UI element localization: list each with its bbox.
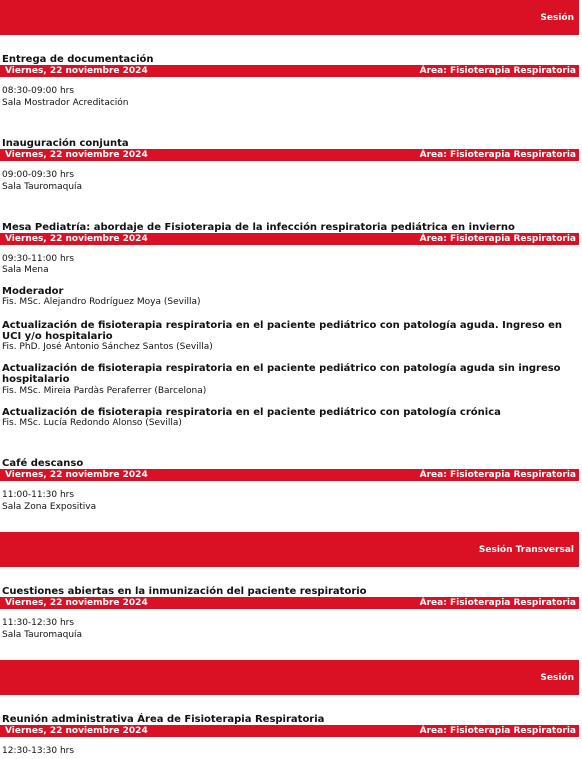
event-room: Sala Mostrador Acreditación bbox=[2, 98, 129, 108]
event-title[interactable]: Mesa Pediatría: abordaje de Fisioterapia de la infección respiratoria pediátrica en invierno bbox=[2, 222, 515, 233]
event-title[interactable]: Cuestiones abiertas en la inmunización del paciente respiratorio bbox=[2, 586, 367, 597]
talk-speaker: Fis. MSc. Lucía Redondo Alonso (Sevilla) bbox=[2, 418, 182, 428]
moderator-label: Moderador bbox=[2, 286, 64, 297]
session-banner-label: Sesión Transversal bbox=[478, 544, 574, 555]
session-banner bbox=[0, 532, 579, 567]
event-area: Área: Fisioterapia Respiratoria bbox=[419, 726, 576, 736]
event-time: 11:00-11:30 hrs bbox=[2, 490, 75, 500]
event-date-bar bbox=[0, 469, 579, 481]
event-date: Viernes, 22 noviembre 2024 bbox=[5, 726, 148, 736]
event-area: Área: Fisioterapia Respiratoria bbox=[419, 66, 576, 76]
event-area: Área: Fisioterapia Respiratoria bbox=[419, 234, 576, 244]
event-room: Sala Zona Expositiva bbox=[2, 502, 97, 512]
event-date-bar bbox=[0, 149, 579, 161]
event-area: Área: Fisioterapia Respiratoria bbox=[419, 150, 576, 160]
session-banner-label: Sesión bbox=[540, 672, 574, 683]
moderator-name: Fis. MSc. Alejandro Rodríguez Moya (Sevilla) bbox=[2, 297, 201, 307]
event-area: Área: Fisioterapia Respiratoria bbox=[419, 470, 576, 480]
event-title[interactable]: Entrega de documentación bbox=[2, 54, 154, 65]
event-date: Viernes, 22 noviembre 2024 bbox=[5, 470, 148, 480]
event-time: 08:30-09:00 hrs bbox=[2, 86, 75, 96]
talk-speaker: Fis. PhD. José Antonio Sánchez Santos (Sevilla) bbox=[2, 342, 213, 352]
event-date: Viernes, 22 noviembre 2024 bbox=[5, 598, 148, 608]
event-date: Viernes, 22 noviembre 2024 bbox=[5, 66, 148, 76]
event-date: Viernes, 22 noviembre 2024 bbox=[5, 234, 148, 244]
event-time: 11:30-12:30 hrs bbox=[2, 618, 75, 628]
event-area: Área: Fisioterapia Respiratoria bbox=[419, 598, 576, 608]
event-title[interactable]: Inauguración conjunta bbox=[2, 138, 129, 149]
talk-title: Actualización de fisioterapia respiratoria en el paciente pediátrico con patología aguda sin ingreso hospitalario bbox=[2, 363, 561, 385]
session-banner bbox=[0, 0, 579, 35]
session-banner bbox=[0, 660, 579, 695]
event-time: 09:00-09:30 hrs bbox=[2, 170, 75, 180]
session-banner-label: Sesión bbox=[540, 12, 574, 23]
event-time: 09:30-11:00 hrs bbox=[2, 254, 75, 264]
event-date-bar bbox=[0, 233, 579, 245]
event-room: Sala Tauromaquía bbox=[2, 182, 83, 192]
event-date-bar bbox=[0, 597, 579, 609]
event-room: Sala Mena bbox=[2, 265, 49, 275]
event-title[interactable]: Café descanso bbox=[2, 458, 84, 469]
event-time: 12:30-13:30 hrs bbox=[2, 746, 75, 756]
event-date-bar bbox=[0, 65, 579, 77]
talk-title: Actualización de fisioterapia respiratoria en el paciente pediátrico con patología crónica bbox=[2, 407, 501, 418]
event-date: Viernes, 22 noviembre 2024 bbox=[5, 150, 148, 160]
event-date-bar bbox=[0, 725, 579, 737]
talk-speaker: Fis. MSc. Mireia Pardàs Peraferrer (Barcelona) bbox=[2, 386, 207, 396]
event-title[interactable]: Reunión administrativa Área de Fisioterapia Respiratoria bbox=[2, 714, 325, 725]
event-room: Sala Tauromaquía bbox=[2, 630, 83, 640]
talk-title: Actualización de fisioterapia respiratoria en el paciente pediátrico con patología aguda. Ingreso en UCI y/o hospitalario bbox=[2, 320, 563, 342]
